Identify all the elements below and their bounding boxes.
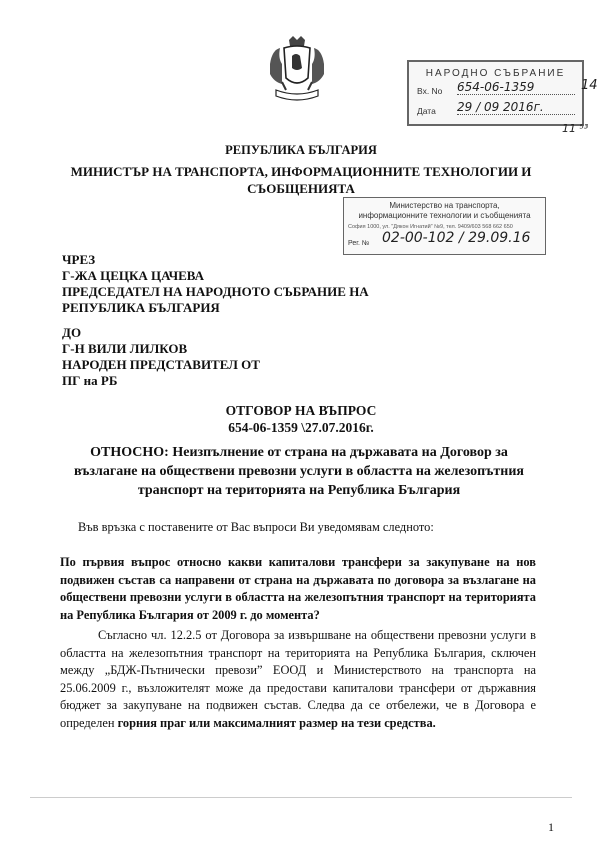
ministry-stamp-line2: информационните технологии и съобщенията — [358, 211, 531, 220]
to-name: Г-Н ВИЛИ ЛИЛКОВ — [62, 341, 188, 356]
answer-title: ОТГОВОР НА ВЪПРОС — [225, 403, 377, 418]
republic-heading: РЕПУБЛИКА БЪЛГАРИЯ — [225, 143, 377, 157]
answer-number: 654-06-1359 \27.07.2016г. — [228, 420, 374, 435]
stamp-date-label: Дата — [417, 106, 436, 116]
coat-of-arms — [262, 34, 332, 106]
subject-text: Неизпълнение от страна на държавата на Договор за възлагане на обществени превозни услуги в областта на железопътния транспорт на територията на Република България — [74, 445, 524, 498]
ministry-stamp-reg-value: 02-00-102 / 29.09.16 — [382, 230, 531, 246]
ministry-stamp-reg-label: Рег. № — [348, 240, 370, 247]
to-position-1: НАРОДЕН ПРЕДСТАВИТЕЛ ОТ — [62, 357, 260, 372]
to-position-2: ПГ на РБ — [62, 373, 118, 388]
via-block — [62, 252, 369, 316]
stamp-reg-value: 654-06-1359 — [457, 80, 575, 95]
subject-label: ОТНОСНО: — [90, 445, 169, 460]
main-paragraph — [60, 627, 536, 732]
via-position-1: ПРЕДСЕДАТЕЛ НА НАРОДНОТО СЪБРАНИЕ НА — [62, 284, 369, 299]
corner-mark-b: 11 ⁵³ — [562, 122, 589, 135]
ministry-stamp-contacts: София 1000, ул. "Дякон Игнатий" №9, тел. 9409/603 568 662 650 — [348, 224, 513, 230]
via-label: ЧРЕЗ — [62, 252, 96, 267]
main-paragraph-text: Съгласно чл. 12.2.5 от Договора за извършване на обществени превозни услуги в областта на железопътния транспорт на територията на Република България, сключен между „БДЖ-Пътнически превози” ЕООД и Министерството на транспорта на 25.06.2009 г., възложителят може да предостави капиталови трансфери от държавния бюджет за закупуване на подвижен състав. Следва да се отбележи, че в Договора е определен — [60, 628, 536, 730]
parliament-stamp — [407, 60, 584, 126]
ministry-heading: МИНИСТЪР НА ТРАНСПОРТА, ИНФОРМАЦИОННИТЕ ТЕХНОЛОГИИ И СЪОБЩЕНИЯТА — [70, 164, 532, 196]
subject-block — [60, 443, 538, 500]
corner-mark-a: 14 — [581, 78, 598, 93]
ministry-stamp-line1: Министерство на транспорта, — [389, 201, 500, 210]
main-paragraph-bold: горния праг или максималният размер на тези средства. — [117, 715, 436, 730]
page-number: 1 — [548, 820, 554, 834]
to-block — [62, 325, 260, 389]
intro-paragraph: Във връзка с поставените от Вас въпроси Ви уведомявам следното: — [78, 520, 434, 534]
footer-divider — [30, 797, 572, 798]
stamp-reg-label: Вх. No — [417, 86, 443, 96]
via-position-2: РЕПУБЛИКА БЪЛГАРИЯ — [62, 300, 220, 315]
to-label: ДО — [62, 325, 82, 340]
stamp-title: НАРОДНО СЪБРАНИЕ — [425, 68, 566, 79]
via-name: Г-ЖА ЦЕЦКА ЦАЧЕВА — [62, 268, 205, 283]
ministry-registration-stamp — [343, 197, 546, 255]
stamp-date-value: 29 / 09 2016г. — [457, 100, 575, 115]
ministry-stamp-header — [344, 201, 545, 221]
question-paragraph: По първия въпрос относно какви капиталови трансфери за закупуване на нов подвижен състав са направени от страна на държавата по договора за възлагане на обществени превозни услуги в областта на железопътния транспорт на територията на Република България от 2009 г. до момента? — [60, 555, 536, 622]
